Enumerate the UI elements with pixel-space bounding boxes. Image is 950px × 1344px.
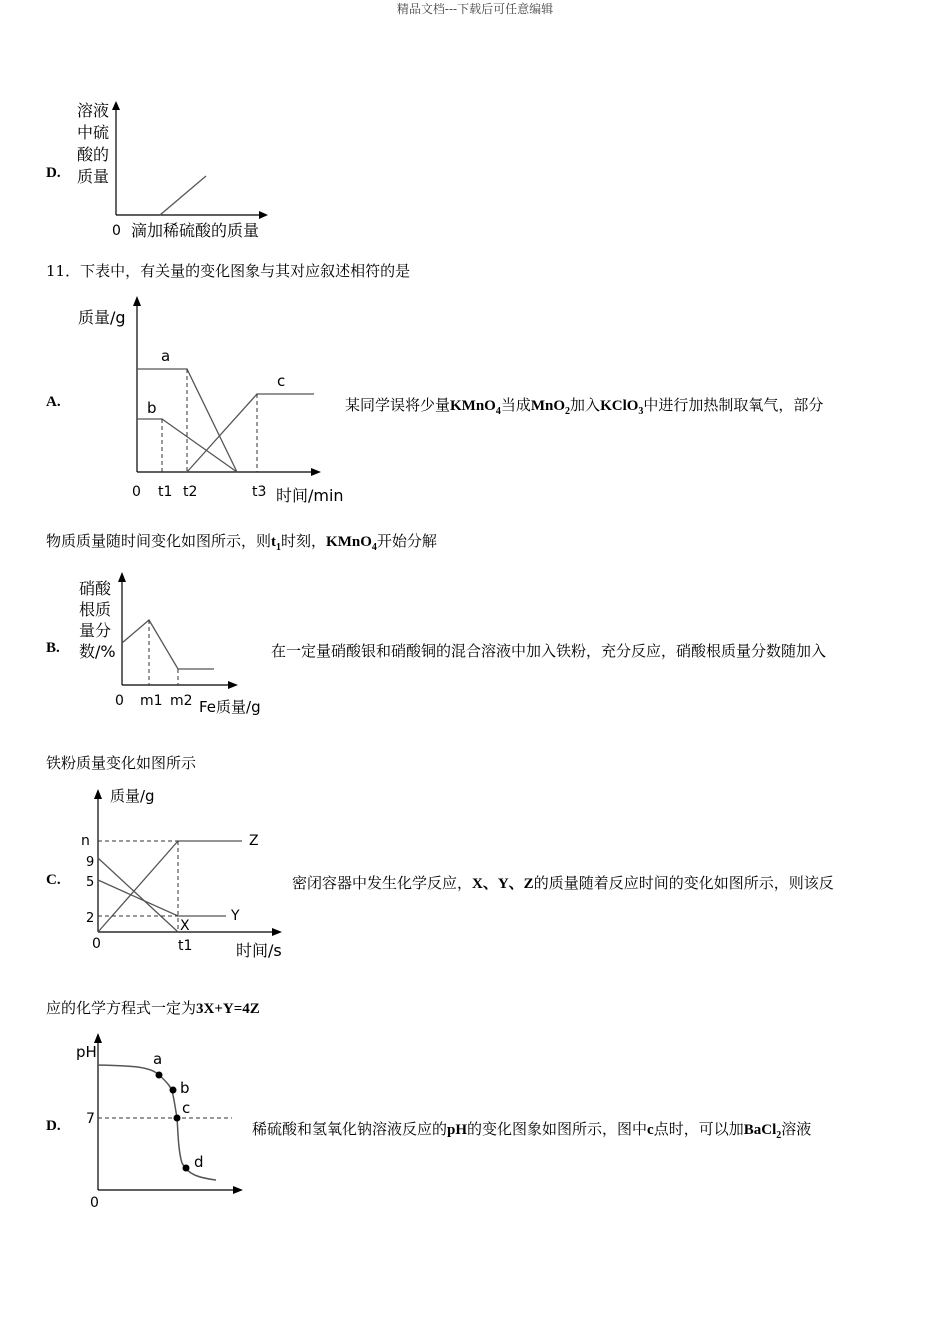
c-label-z: Z	[249, 833, 259, 849]
option-a-text-line2: 物质质量随时间变化如图所示，则$t_1$时刻，KMnO$_4$开始分解	[46, 532, 437, 553]
d-label-d: d	[194, 1153, 204, 1171]
a-label-c: c	[277, 372, 286, 390]
d-point-a	[156, 1072, 163, 1079]
prev-d-ylabel-4: 质量	[77, 167, 110, 186]
c-label-x: X	[180, 918, 190, 934]
option-a-text-line1: 某同学误将少量KMnO$_4$当成MnO$_2$加入KClO$_3$中进行加热制取氧气，部分	[345, 396, 824, 417]
a-xlabel: 时间/min	[276, 486, 344, 505]
d-x-arrow	[233, 1186, 243, 1194]
prev-d-xlabel: 滴加稀硫酸的质量	[131, 221, 260, 240]
option-c-text-line1: 密闭容器中发生化学反应，X、Y、Z的质量随着反应时间的变化如图所示，则该反	[292, 874, 834, 892]
c-ylabel: 质量/g	[110, 787, 155, 805]
d-ylabel: pH	[76, 1043, 97, 1061]
d-label-c: c	[182, 1099, 191, 1117]
prev-option-d-letter: D.	[46, 165, 61, 181]
q11-stem: 11．下表中，有关量的变化图象与其对应叙述相符的是	[46, 262, 411, 280]
a-origin: 0	[132, 484, 141, 500]
d-ytick-7: 7	[86, 1111, 95, 1127]
d-point-d	[183, 1165, 190, 1172]
a-label-a: a	[161, 347, 171, 365]
b-origin: 0	[115, 693, 124, 709]
b-xlabel: Fe质量/g	[199, 698, 261, 716]
c-ytick-5: 5	[86, 875, 95, 890]
a-tick-t1: t1	[158, 484, 173, 500]
option-b-letter: B.	[46, 640, 60, 656]
prev-d-ylabel-3: 酸的	[77, 145, 110, 164]
option-c-text-line2: 应的化学方程式一定为3X+Y=4Z	[46, 999, 260, 1017]
c-ytick-n: n	[81, 833, 90, 849]
a-ylabel: 质量/g	[78, 308, 126, 327]
d-point-b	[170, 1087, 177, 1094]
c-label-y: Y	[231, 908, 240, 924]
option-b-text-line2: 铁粉质量变化如图所示	[46, 754, 197, 772]
c-xlabel: 时间/s	[236, 941, 282, 960]
b-ylabel-3: 量分	[79, 621, 112, 640]
d-origin: 0	[90, 1195, 99, 1211]
d-y-arrow	[94, 1033, 102, 1043]
c-origin: 0	[92, 936, 101, 952]
prev-d-ylabel-1: 溶液	[77, 101, 110, 120]
a-label-b: b	[147, 399, 157, 417]
prev-d-ylabel-2: 中硫	[77, 123, 110, 142]
option-d-letter: D.	[46, 1118, 61, 1134]
c-xtick-t1: t1	[178, 938, 193, 954]
c-ytick-2: 2	[86, 911, 95, 926]
d-label-a: a	[153, 1050, 163, 1068]
b-ylabel-2: 根质	[79, 600, 112, 619]
b-tick-m2: m2	[170, 693, 193, 709]
a-tick-t3: t3	[252, 484, 267, 500]
b-ylabel-1: 硝酸	[79, 579, 112, 598]
d-point-c	[174, 1115, 181, 1122]
b-tick-m1: m1	[140, 693, 163, 709]
a-x-arrow	[311, 468, 321, 476]
option-c-letter: C.	[46, 872, 61, 888]
c-ytick-9: 9	[86, 855, 95, 870]
b-ylabel-4: 数/%	[79, 642, 116, 661]
d-label-b: b	[180, 1079, 190, 1097]
page-header: 精品文档---下载后可任意编辑	[396, 2, 554, 16]
option-b-text-line1: 在一定量硝酸银和硝酸铜的混合溶液中加入铁粉，充分反应，硝酸根质量分数随加入	[271, 642, 827, 660]
option-d-text: 稀硫酸和氢氧化钠溶液反应的pH的变化图象如图所示，图中c点时，可以加BaCl$_2$溶液	[252, 1120, 812, 1141]
option-a-letter: A.	[46, 394, 61, 410]
prev-d-origin: 0	[112, 223, 121, 239]
option-d-graph	[0, 0, 300, 1220]
a-tick-t2: t2	[183, 484, 198, 500]
